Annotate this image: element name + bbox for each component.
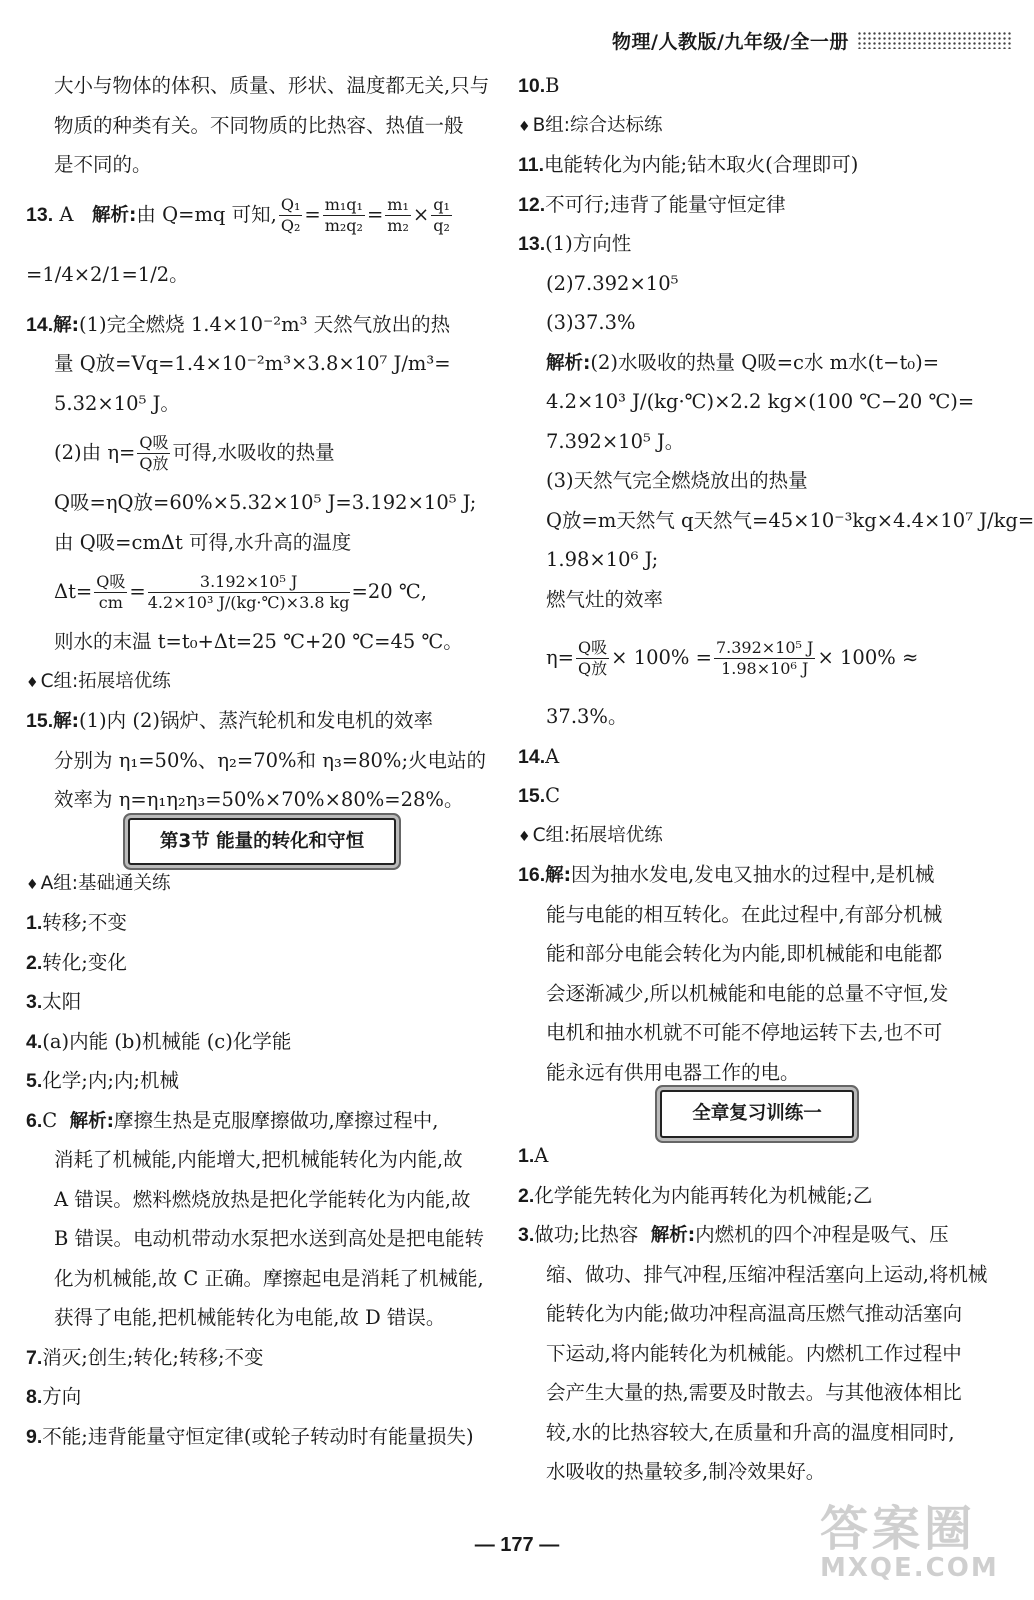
formula-text: 可得,水吸收的热量: [172, 441, 335, 464]
text-line: (1)内 (2)锅炉、蒸汽轮机和发电机的效率: [79, 709, 433, 732]
answer-number: 8.: [26, 1386, 43, 1408]
answer-number: 1.: [26, 912, 43, 934]
text-line: 7.392×10⁵ J。: [546, 429, 685, 453]
text-line: 大小与物体的体积、质量、形状、温度都无关,只与: [54, 74, 490, 97]
text-line: [518, 343, 996, 383]
group-heading-a: ♦ A组:基础通关练: [26, 864, 498, 904]
text-line: Q吸=ηQ放=60%×5.32×10⁵ J=3.192×10⁵ J;: [54, 491, 477, 514]
answer-number: 3.: [518, 1224, 535, 1246]
fraction: [137, 433, 170, 474]
answer-number: 3.: [26, 991, 43, 1013]
text-line: 分别为 η₁=50%、η₂=70%和 η₃=80%;火电站的: [54, 748, 487, 772]
numerator: m₁: [387, 194, 409, 214]
answer-text: 消灭;创生;转化;转移;不变: [42, 1345, 264, 1369]
text-line: 能和部分电能会转化为内能,即机械能和电能都: [546, 942, 943, 965]
formula-line: [518, 619, 996, 697]
answer-text: 内燃机的四个冲程是吸气、压: [695, 1223, 949, 1246]
answer-number: 14.: [26, 313, 54, 336]
answer-15: [26, 701, 498, 741]
answer-2: [26, 943, 498, 983]
text-line: 物质的种类有关。不同物质的比热容、热值一般: [54, 113, 464, 137]
page-number: — 177 —: [474, 1534, 560, 1556]
answer-6: [26, 1101, 498, 1141]
answer-number: 6.: [26, 1109, 43, 1132]
numerator: Q₁: [280, 194, 301, 214]
denominator: m₂: [387, 215, 409, 235]
header-dot-pattern: [857, 31, 1012, 49]
text-line: 量 Q放=Vq=1.4×10⁻²m³×3.8×10⁷ J/m³=: [54, 352, 451, 375]
answer-text: (2)水吸收的热量 Q吸=c水 m水(t−t₀)=: [590, 350, 940, 374]
answer-number: 15.: [26, 710, 54, 732]
answer-text: A: [545, 744, 560, 768]
group-heading-b: ♦ B组:综合达标练: [518, 106, 996, 146]
right-column: [518, 66, 1034, 1492]
text-line: 会逐渐减少,所以机械能和电能的总量不守恒,发: [546, 981, 949, 1005]
fraction: [714, 638, 815, 679]
answer-number: 7.: [26, 1346, 43, 1369]
review-title: 全章复习训练一: [660, 1090, 854, 1138]
fraction: [279, 195, 303, 236]
text-line: 水吸收的热量较多,制冷效果好。: [546, 1460, 826, 1483]
numerator: m₁q₁: [324, 194, 363, 214]
group-heading-c: ♦ C组:拓展培优练: [518, 816, 996, 856]
fraction: [385, 195, 411, 236]
analysis-label: 解析:: [546, 352, 591, 374]
analysis-label: 解析:: [650, 1225, 696, 1246]
solution-label: 解:: [545, 865, 572, 886]
text-line: 消耗了机械能,内能增大,把机械能转化为内能,故: [54, 1148, 463, 1171]
solution-label: 解:: [53, 314, 80, 336]
numerator: Q吸: [578, 638, 608, 657]
text-line: 1.98×10⁶ J;: [546, 548, 659, 571]
answer-choice: C: [42, 1108, 58, 1132]
page-header: [612, 28, 1012, 52]
group-heading-c: ♦ C组:拓展培优练: [26, 662, 498, 702]
text-line: 会产生大量的热,需要及时散去。与其他液体相比: [546, 1381, 962, 1404]
fraction: [576, 638, 609, 679]
answer-14: [518, 737, 996, 777]
answer-number: 2.: [518, 1184, 535, 1207]
formula-line: Δt= $\frac{\text{Q吸}}{cm}$ = $\frac{\text{3.192×10⁵ J}}{\text{4.2×10³ J/(kg·℃)×3.8 kg}}$ =20 ℃,: [54, 572, 427, 612]
answer-3: [26, 982, 498, 1022]
formula-text: η=: [546, 646, 575, 669]
answer-text: 摩擦生热是克服摩擦做功,摩擦过程中,: [114, 1108, 439, 1132]
answer-number: 5.: [26, 1070, 43, 1092]
answer-number: 13.: [518, 233, 546, 255]
formula-text: =20 ℃,: [351, 580, 427, 603]
answer-text: 转化;变化: [42, 950, 127, 974]
numerator: 7.392×10⁵ J: [715, 638, 814, 657]
text-line: (3)天然气完全燃烧放出的热量: [546, 469, 808, 492]
answer-4: [26, 1022, 498, 1062]
answer-text: B: [545, 74, 560, 97]
text-line: 燃气灶的效率: [546, 587, 664, 611]
denominator: m₂q₂: [324, 215, 363, 235]
formula-text: (2)由 η=: [54, 441, 136, 464]
answer-10: [518, 66, 996, 106]
watermark-logo: [820, 1490, 1000, 1590]
text-line: 较,水的比热容较大,在质量和升高的温度相同时,: [546, 1420, 955, 1444]
formula-line: =1/4×2/1=1/2。: [26, 262, 189, 286]
denominator: 4.2×10³ J/(kg·℃)×3.8 kg: [147, 593, 350, 612]
denominator: Q₂: [280, 215, 301, 235]
text-line: 获得了电能,把机械能转化为电能,故 D 错误。: [54, 1306, 446, 1329]
answer-text: 化学;内;内;机械: [42, 1069, 179, 1092]
answer-number: 2.: [26, 951, 43, 974]
text-line: 效率为 η=η₁η₂η₃=50%×70%×80%=28%。: [54, 788, 464, 811]
fraction: [94, 572, 127, 613]
review-answer-3: [518, 1215, 996, 1255]
denominator: 1.98×10⁶ J: [721, 659, 809, 678]
section-banner: [26, 820, 498, 864]
answer-number: 15.: [518, 785, 546, 807]
text-line: 4.2×10³ J/(kg·℃)×2.2 kg×(100 ℃−20 ℃)=: [546, 390, 975, 413]
numerator: 3.192×10⁵ J: [148, 572, 350, 593]
numerator: Q吸: [96, 572, 126, 591]
text-line: Q放=m天然气 q天然气=45×10⁻³kg×4.4×10⁷ J/kg=: [546, 508, 1034, 532]
formula-text: × 100% =: [611, 646, 712, 669]
text-line: 能转化为内能;做功冲程高温高压燃气推动活塞向: [546, 1302, 963, 1325]
answer-13: [518, 224, 996, 264]
answer-number: 12.: [518, 193, 546, 216]
answer-text: 因为抽水发电,发电又抽水的过程中,是机械: [571, 863, 935, 886]
text-line: 下运动,将内能转化为机械能。内燃机工作过程中: [546, 1341, 962, 1365]
header-title: 物理/人教版/九年级/全一册: [612, 30, 849, 53]
formula-line: [26, 423, 498, 483]
denominator: Q放: [578, 659, 608, 678]
answer-number: 13.: [26, 203, 54, 226]
answer-text: A: [534, 1144, 549, 1167]
answer-number: 1.: [518, 1145, 535, 1167]
text-line: (2)7.392×10⁵: [546, 271, 679, 295]
text-line: 5.32×10⁵ J。: [54, 391, 180, 415]
answer-text: 不能;违背能量守恒定律(或轮子转动时有能量损失): [42, 1424, 474, 1448]
answer-16: [518, 855, 996, 895]
answer-text: 方向: [42, 1385, 82, 1408]
answer-7: [26, 1338, 498, 1378]
answer-11: [518, 145, 996, 185]
analysis-label: 解析:: [69, 1110, 114, 1132]
text-line: 则水的末温 t=t₀+Δt=25 ℃+20 ℃=45 ℃。: [54, 630, 463, 653]
answer-text: 做功;比热容: [534, 1223, 639, 1246]
answer-text: 电能转化为内能;钻木取火(合理即可): [544, 153, 859, 176]
answer-15: [518, 776, 996, 816]
answer-choice: A: [59, 202, 74, 226]
text-line: 化为机械能,故 C 正确。摩擦起电是消耗了机械能,: [54, 1266, 484, 1290]
denominator: Q放: [139, 454, 169, 473]
text-line: 是不同的。: [54, 153, 152, 176]
text-line: 能与电能的相互转化。在此过程中,有部分机械: [546, 902, 943, 926]
solution-label: 解:: [53, 711, 80, 732]
answer-number: 14.: [518, 745, 546, 768]
answer-text: 化学能先转化为内能再转化为机械能;乙: [534, 1183, 873, 1207]
section-title: 第3节 能量的转化和守恒: [128, 818, 396, 866]
review-banner: [518, 1092, 996, 1136]
answer-text: (1)方向性: [545, 232, 632, 255]
watermark-url: MXQE.COM: [820, 1553, 999, 1583]
answer-text: C: [545, 784, 561, 807]
answer-text: 转移;不变: [42, 911, 127, 934]
numerator: q₁: [433, 194, 450, 214]
analysis-label: 解析:: [92, 204, 137, 226]
answer-12: [518, 185, 996, 225]
text-line: A 错误。燃料燃烧放热是把化学能转化为内能,故: [54, 1187, 471, 1211]
text-line: 缩、做功、排气冲程,压缩冲程活塞向上运动,将机械: [546, 1262, 988, 1286]
answer-14: [26, 305, 498, 345]
denominator: cm: [98, 593, 123, 612]
answer-number: 16.: [518, 864, 546, 886]
review-answer-2: [518, 1176, 996, 1216]
answer-text: 太阳: [42, 990, 82, 1013]
answer-number: 4.: [26, 1030, 43, 1053]
formula-text: Δt=: [54, 580, 93, 603]
text-line: (1)完全燃烧 1.4×10⁻²m³ 天然气放出的热: [79, 312, 451, 336]
text-line: 37.3%。: [546, 705, 628, 728]
answer-9: [26, 1417, 498, 1457]
denominator: q₂: [433, 215, 450, 235]
fraction: [323, 195, 365, 236]
answer-text: (a)内能 (b)机械能 (c)化学能: [42, 1029, 292, 1053]
fraction: [431, 195, 452, 236]
watermark-logo-text: 答案圈: [820, 1501, 977, 1557]
answer-number: 9.: [26, 1425, 43, 1448]
text-line: 由 Q吸=cmΔt 可得,水升高的温度: [54, 530, 352, 554]
answer-number: 11.: [518, 154, 545, 176]
review-answer-1: [518, 1136, 996, 1176]
text-line: B 错误。电动机带动水泵把水送到高处是把电能转: [54, 1227, 485, 1250]
answer-text: 不可行;违背了能量守恒定律: [545, 192, 786, 216]
fraction: [148, 572, 350, 613]
text-line: 能永远有供用电器工作的电。: [546, 1060, 800, 1084]
answer-8: [26, 1377, 498, 1417]
text-line: 电机和抽水机就不可能不停地运转下去,也不可: [546, 1021, 943, 1044]
answer-1: [26, 903, 498, 943]
left-column: [26, 66, 498, 1456]
text-line: (3)37.3%: [546, 311, 636, 334]
answer-13: 13. A 解析:由 Q=mq 可知, $\frac{\text{Q₁}}{\text{Q₂}}$ = $\frac{\text{m₁q₁}}{\text{m₂q₂}}$ = $\frac{\text{m₁}}{\text{m₂}}$ × $\frac{\text{q₁}}{\text{q₂}}$: [26, 194, 450, 235]
formula-text: 由 Q=mq 可知,: [136, 202, 277, 226]
answer-5: [26, 1061, 498, 1101]
numerator: Q吸: [139, 433, 169, 452]
formula-text: × 100% ≈: [817, 646, 919, 669]
answer-number: 10.: [518, 75, 546, 97]
